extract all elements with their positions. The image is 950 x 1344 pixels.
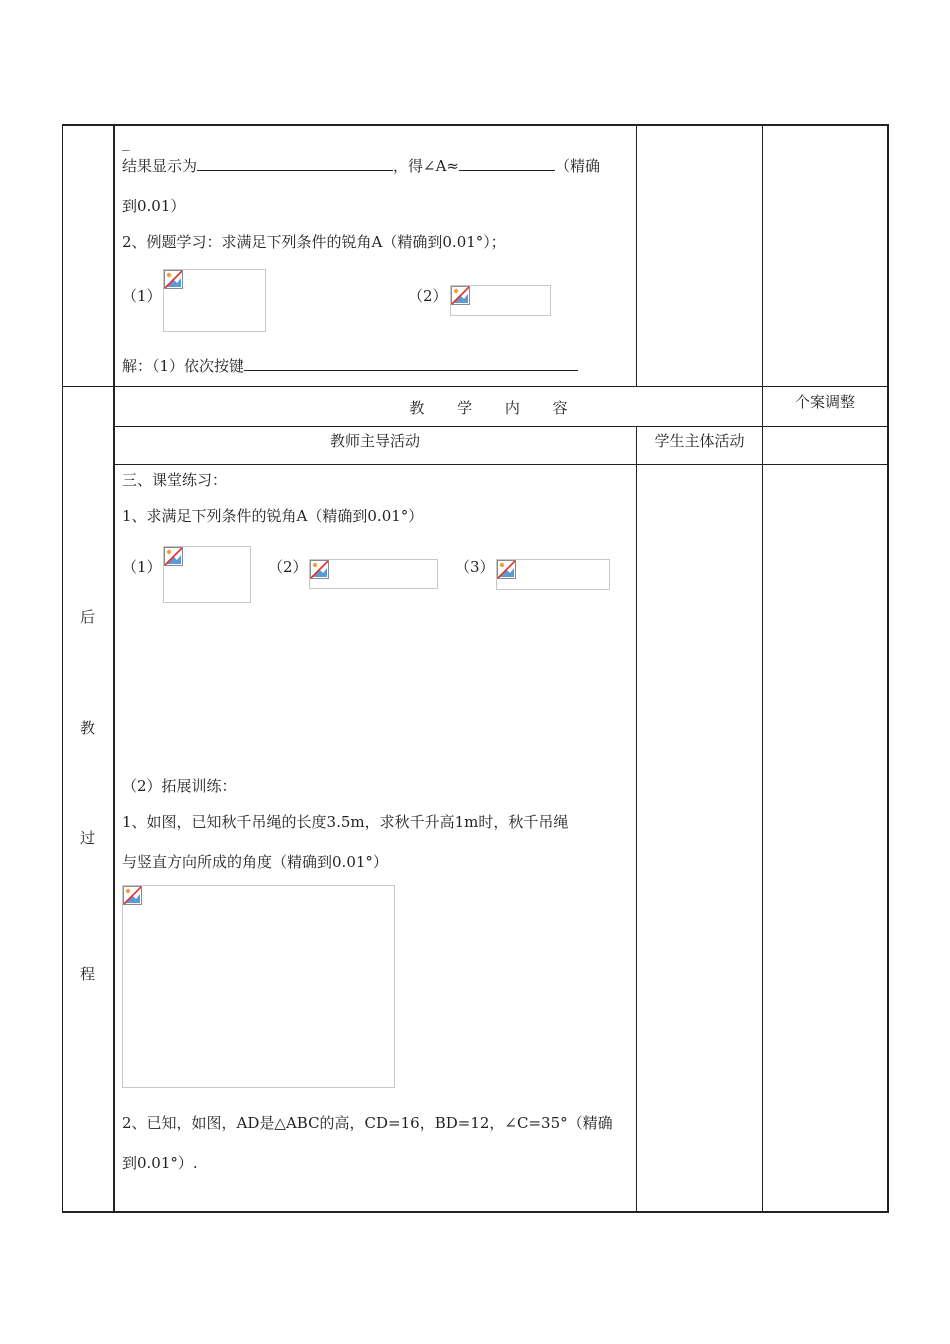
practice1-image [163, 546, 251, 603]
example1-label: （1） [122, 287, 162, 305]
student-activity-header: 学生主体活动 [654, 432, 745, 450]
col-divider-main [113, 124, 115, 1213]
teaching-content-header: 教 学 内 容 [409, 399, 582, 417]
row-divider-1 [62, 386, 889, 387]
broken-image-icon [310, 560, 329, 579]
practice3-label: （3） [455, 558, 495, 576]
broken-image-icon [164, 547, 183, 566]
result-mid: ，得∠A≈ [393, 157, 459, 175]
practice3-image [496, 559, 610, 590]
exercise1-title: 1、求满足下列条件的锐角A（精确到0.01°） [122, 507, 424, 525]
problem2-line2: 到0.01°）. [122, 1154, 198, 1172]
col-divider-adjust [762, 124, 763, 1213]
result-line [122, 154, 600, 176]
left-label-jiao: 教 [80, 719, 96, 737]
practice2-image [309, 559, 438, 589]
broken-image-icon [164, 270, 183, 289]
col-divider-student-bottom [636, 426, 637, 1213]
broken-image-icon [123, 886, 142, 905]
practice1-label: （1） [122, 558, 162, 576]
angle-blank [459, 154, 555, 171]
stray-dash: _ [122, 133, 130, 151]
table-right-border [887, 124, 889, 1213]
result-blank [197, 154, 393, 171]
example1-image [163, 269, 266, 332]
example2-image [450, 285, 551, 316]
practice-section-title: 三、课堂练习： [122, 471, 228, 489]
row-divider-3 [114, 464, 889, 465]
example2-label: （2） [408, 287, 448, 305]
keys-blank [244, 354, 578, 371]
broken-image-icon [451, 286, 470, 305]
left-label-guo: 过 [80, 829, 96, 847]
result-suffix: （精确 [555, 157, 601, 175]
left-label-hou: 后 [80, 608, 96, 626]
problem1-line1: 1、如图，已知秋千吊绳的长度3.5m，求秋千升高1m时，秋千吊绳 [122, 813, 569, 831]
individual-adjust-header: 个案调整 [794, 393, 855, 411]
teacher-activity-header: 教师主导活动 [329, 432, 420, 450]
practice2-label: （2） [268, 558, 308, 576]
table-left-border [62, 124, 63, 1213]
solution-prefix: 解：（1）依次按键 [122, 357, 245, 375]
table-bottom-border [62, 1211, 889, 1213]
result-prefix: 结果显示为 [122, 157, 198, 175]
left-label-cheng: 程 [80, 965, 96, 983]
table-top-border [62, 124, 889, 126]
solution-line [122, 354, 578, 376]
problem2-line1: 2、已知，如图，AD是△ABC的高，CD=16，BD=12，∠C=35°（精确 [122, 1114, 613, 1132]
col-divider-student-top [636, 124, 637, 387]
broken-image-icon [497, 560, 516, 579]
swing-figure-image [122, 885, 395, 1088]
result-line-2: 到0.01） [122, 197, 186, 215]
example-title: 2、例题学习：求满足下列条件的锐角A（精确到0.01°）； [122, 233, 506, 251]
extension-title: （2）拓展训练： [122, 777, 237, 795]
problem1-line2: 与竖直方向所成的角度（精确到0.01°） [122, 853, 388, 871]
row-divider-2 [114, 426, 889, 427]
